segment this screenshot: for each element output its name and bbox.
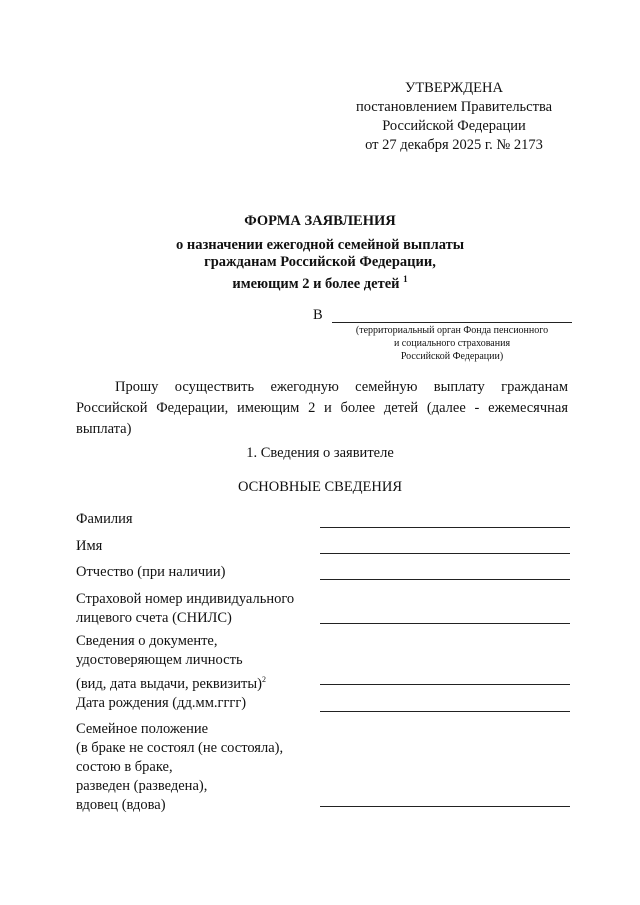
birth-date-label	[76, 694, 316, 713]
request-paragraph: Прошу осуществить ежегодную семейную выплату гражданам Российской Федерации, имеющим 2 и более детей (далее - ежемесячная выплата)	[76, 379, 568, 437]
approval-heading: УТВЕРЖДЕНА	[405, 80, 503, 96]
marital-status-label-line: вдовец (вдова)	[76, 797, 166, 813]
form-subtitle-line: гражданам Российской Федерации,	[204, 254, 436, 270]
id-document-label-line: Сведения о документе,	[76, 633, 218, 649]
form-title: ФОРМА ЗАЯВЛЕНИЯ	[244, 213, 396, 229]
marital-status-label-line: разведен (разведена),	[76, 778, 208, 794]
snils-field[interactable]	[320, 623, 570, 624]
marital-status-label-line: Семейное положение	[76, 721, 209, 737]
patronymic-label-text: Отчество (при наличии)	[76, 564, 226, 580]
snils-label-line: лицевого счета (СНИЛС)	[76, 610, 232, 626]
id-document-label-line: удостоверяющем личность	[76, 652, 243, 668]
footnote-marker: 2	[261, 675, 266, 684]
patronymic-field[interactable]	[320, 579, 570, 580]
name-field[interactable]	[320, 553, 570, 554]
id-document-label-line	[76, 670, 316, 694]
addressee-caption	[332, 324, 572, 363]
form-subtitle-text: имеющим 2 и более детей	[232, 275, 400, 292]
section-title: 1. Сведения о заявителе	[246, 445, 394, 461]
marital-status-field[interactable]	[320, 806, 570, 807]
name-label	[76, 537, 316, 556]
patronymic-label	[76, 563, 316, 582]
addressee-caption-line: и социального страхования	[393, 338, 511, 349]
snils-label-line: Страховой номер индивидуального	[76, 591, 295, 607]
approval-line: от 27 декабря 2025 г. № 2173	[365, 137, 543, 153]
id-document-label	[76, 632, 316, 694]
form-subtitle	[0, 237, 640, 293]
addressee-input-line[interactable]	[332, 322, 572, 323]
birth-date-label-text: Дата рождения (дд.мм.гггг)	[76, 695, 247, 711]
approval-line: постановлением Правительства	[355, 99, 553, 115]
marital-status-label	[76, 720, 316, 815]
surname-label-text: Фамилия	[76, 511, 133, 527]
id-document-field[interactable]	[320, 684, 570, 685]
addressee-prefix: В	[313, 307, 323, 323]
approval-line: Российской Федерации	[382, 118, 526, 134]
addressee-caption-line: Российской Федерации)	[400, 351, 504, 362]
surname-field[interactable]	[320, 527, 570, 528]
addressee-caption-line: (территориальный орган Фонда пенсионного	[355, 325, 549, 336]
birth-date-field[interactable]	[320, 711, 570, 712]
surname-label	[76, 510, 316, 529]
approval-block	[330, 79, 578, 155]
snils-label	[76, 590, 316, 628]
form-subtitle-line	[0, 271, 640, 293]
form-subtitle-line: о назначении ежегодной семейной выплаты	[175, 237, 465, 253]
marital-status-label-line: (в браке не состоял (не состояла),	[76, 740, 284, 756]
main-info-heading: ОСНОВНЫЕ СВЕДЕНИЯ	[237, 479, 403, 495]
name-label-text: Имя	[76, 538, 103, 554]
marital-status-label-line: состою в браке,	[76, 759, 173, 775]
footnote-marker: 1	[403, 274, 408, 284]
id-document-label-text: (вид, дата выдачи, реквизиты)	[76, 675, 262, 692]
